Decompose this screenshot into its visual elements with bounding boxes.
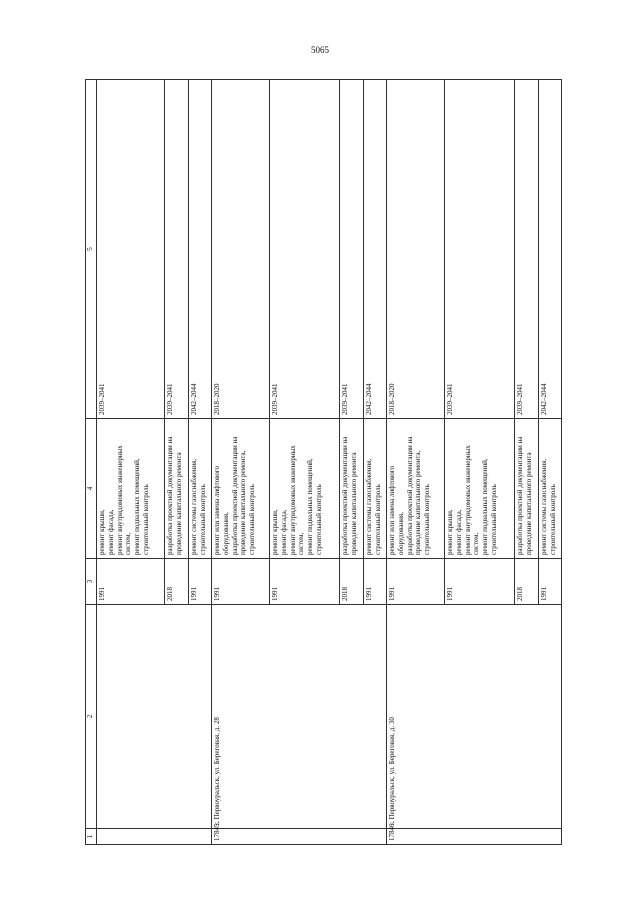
year-cell: 1991 bbox=[212, 559, 270, 605]
work-item: ремонт фасада, bbox=[106, 509, 115, 555]
work-item: строительный контроль bbox=[423, 484, 431, 555]
table-row bbox=[387, 80, 445, 845]
period-cell: 2042–2044 bbox=[189, 80, 212, 419]
works-cell bbox=[212, 419, 270, 559]
work-item: ремонт внутридомовых инженерных систем, bbox=[463, 445, 481, 555]
work-item: проведение капитального ремонта, bbox=[414, 450, 423, 555]
period-cell: 2018–2020 bbox=[212, 80, 270, 419]
work-item: ремонт или замена лифтового оборудования, bbox=[388, 465, 405, 555]
table-row bbox=[212, 80, 270, 845]
work-item: ремонт системы газоснабжения, bbox=[540, 458, 548, 555]
work-item: ремонт подвальных помещений, bbox=[306, 458, 314, 555]
header-row bbox=[86, 80, 97, 845]
work-item: строительный контроль bbox=[141, 484, 150, 555]
work-item: проведение капитального ремонта bbox=[174, 452, 183, 555]
rotated-table-container bbox=[85, 80, 560, 845]
work-item: проведение капитального ремонта, bbox=[239, 450, 248, 555]
row-number-cell: 17846. bbox=[387, 829, 562, 845]
work-item: строительный контроль bbox=[314, 484, 323, 555]
year-cell: 2018 bbox=[165, 559, 189, 605]
table-row bbox=[97, 80, 165, 845]
period-cell: 2042–2044 bbox=[539, 80, 562, 419]
page-number: 5065 bbox=[311, 45, 329, 55]
header-col-4: 4 bbox=[86, 419, 97, 559]
work-item: ремонт крыши, bbox=[98, 509, 106, 555]
header-col-2: 2 bbox=[86, 605, 97, 829]
address-cell bbox=[97, 605, 212, 829]
address-cell: г. Первоуральск, ул. Береговая, д. 28 bbox=[212, 605, 387, 829]
year-cell: 2018 bbox=[515, 559, 539, 605]
work-item: ремонт внутридомовых инженерных систем, bbox=[288, 445, 306, 555]
year-cell: 1991 bbox=[270, 559, 340, 605]
work-item: ремонт крыши, bbox=[446, 509, 454, 555]
period-cell: 2039–2041 bbox=[340, 80, 364, 419]
works-cell bbox=[270, 419, 340, 559]
header-col-1: 1 bbox=[86, 829, 97, 845]
work-item: строительный контроль bbox=[489, 484, 498, 555]
work-item: ремонт или замена лифтового оборудования, bbox=[213, 465, 230, 555]
period-cell: 2039–2041 bbox=[97, 80, 165, 419]
year-cell: 1991 bbox=[189, 559, 212, 605]
work-item: ремонт системы газоснабжения, bbox=[365, 458, 373, 555]
period-cell: 2039–2041 bbox=[515, 80, 539, 419]
period-cell: 2039–2041 bbox=[270, 80, 340, 419]
works-cell bbox=[515, 419, 539, 559]
row-number-cell bbox=[97, 829, 212, 845]
header-col-3: 3 bbox=[86, 559, 97, 605]
works-cell bbox=[189, 419, 212, 559]
work-item: разработка проектной документации на bbox=[230, 436, 239, 555]
address-cell: г. Первоуральск, ул. Береговая, д. 30 bbox=[387, 605, 562, 829]
year-cell: 1991 bbox=[364, 559, 387, 605]
repair-schedule-table bbox=[85, 79, 562, 845]
work-item: разработка проектной документации на bbox=[405, 436, 414, 555]
work-item: разработка проектной документации на bbox=[516, 436, 524, 555]
year-cell: 2018 bbox=[340, 559, 364, 605]
year-cell: 1991 bbox=[445, 559, 515, 605]
work-item: ремонт крыши, bbox=[271, 509, 279, 555]
work-item: строительный контроль bbox=[373, 484, 382, 555]
work-item: проведение капитального ремонта bbox=[349, 452, 358, 555]
works-cell bbox=[97, 419, 165, 559]
work-item: разработка проектной документации на bbox=[166, 436, 174, 555]
work-item: ремонт подвальных помещений, bbox=[133, 458, 141, 555]
works-cell bbox=[165, 419, 189, 559]
work-item: ремонт фасада, bbox=[454, 509, 463, 555]
work-item: строительный контроль bbox=[548, 484, 557, 555]
work-item: ремонт подвальных помещений, bbox=[481, 458, 489, 555]
work-item: строительный контроль bbox=[248, 484, 256, 555]
works-cell bbox=[340, 419, 364, 559]
work-item: ремонт системы газоснабжения, bbox=[190, 458, 198, 555]
work-item: проведение капитального ремонта bbox=[524, 452, 533, 555]
year-cell: 1991 bbox=[539, 559, 562, 605]
work-item: ремонт фасада, bbox=[279, 509, 288, 555]
header-col-5: 5 bbox=[86, 80, 97, 419]
works-cell bbox=[445, 419, 515, 559]
period-cell: 2039–2041 bbox=[165, 80, 189, 419]
period-cell: 2039–2041 bbox=[445, 80, 515, 419]
period-cell: 2018–2020 bbox=[387, 80, 445, 419]
work-item: строительный контроль bbox=[198, 484, 207, 555]
work-item: разработка проектной документации на bbox=[341, 436, 349, 555]
year-cell: 1991 bbox=[97, 559, 165, 605]
work-item: ремонт внутридомовых инженерных систем, bbox=[115, 445, 133, 555]
works-cell bbox=[364, 419, 387, 559]
works-cell bbox=[539, 419, 562, 559]
year-cell: 1991 bbox=[387, 559, 445, 605]
row-number-cell: 17845. bbox=[212, 829, 387, 845]
period-cell: 2042–2044 bbox=[364, 80, 387, 419]
works-cell bbox=[387, 419, 445, 559]
